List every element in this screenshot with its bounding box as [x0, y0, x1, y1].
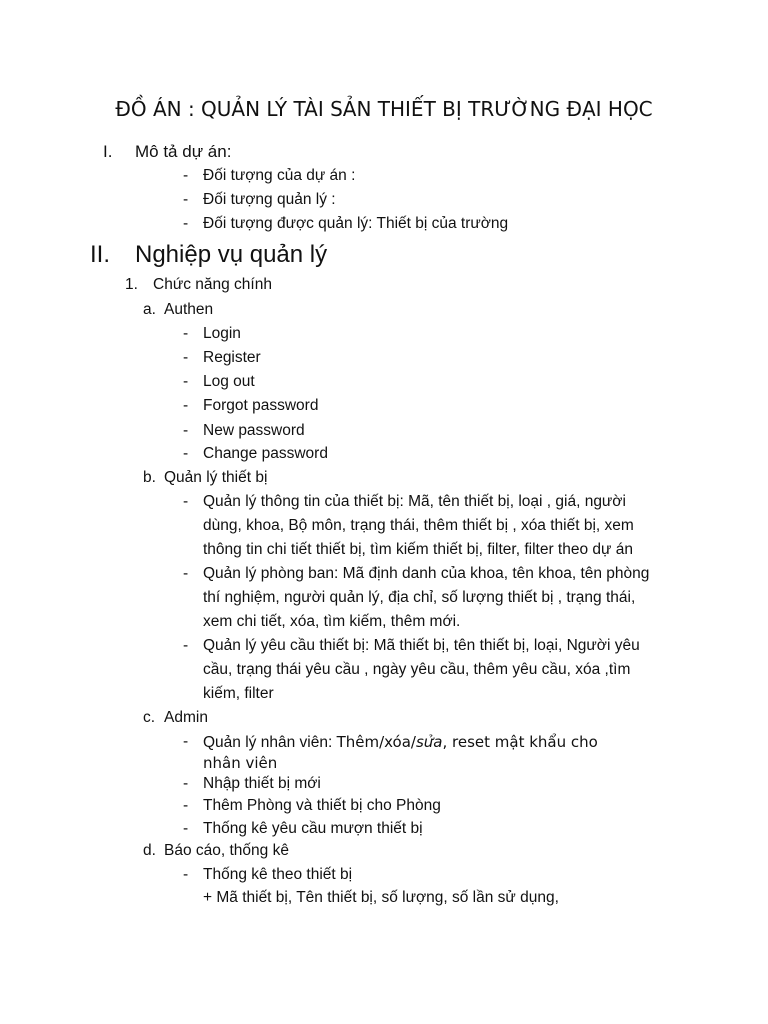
- item-b-marker: b.: [143, 469, 156, 486]
- bullet-dash: -: [183, 866, 189, 883]
- bullet-dash: -: [183, 565, 189, 582]
- bullet-dash: -: [183, 191, 189, 208]
- list-item: New password: [203, 422, 305, 439]
- bullet-dash: -: [183, 445, 189, 462]
- list-item-continuation: cầu, trạng thái yêu cầu , ngày yêu cầu, thêm yêu cầu, xóa ,tìm: [203, 661, 631, 678]
- list-item: Login: [203, 325, 241, 342]
- list-item: Forgot password: [203, 397, 319, 414]
- staff-prefix: Quản lý nhân viên:: [203, 734, 337, 751]
- document-title: ĐỒ ÁN : QUẢN LÝ TÀI SẢN THIẾT BỊ TRƯỜNG ĐẠI HỌC: [115, 97, 653, 121]
- list-item: Quản lý thông tin của thiết bị: Mã, tên thiết bị, loại , giá, người: [203, 493, 626, 510]
- list-item: Quản lý yêu cầu thiết bị: Mã thiết bị, tên thiết bị, loại, Người yêu: [203, 637, 640, 654]
- list-item: Đối tượng được quản lý: Thiết bị của trường: [203, 215, 509, 232]
- list-item: Change password: [203, 445, 328, 462]
- list-item-continuation: dùng, khoa, Bộ môn, trạng thái, thêm thiết bị , xóa thiết bị, xem: [203, 517, 634, 534]
- bullet-dash: -: [183, 637, 189, 654]
- item-a-marker: a.: [143, 301, 156, 318]
- bullet-dash: -: [183, 775, 189, 792]
- item-b-heading: Quản lý thiết bị: [164, 469, 268, 486]
- bullet-dash: -: [183, 733, 189, 750]
- item-d-marker: d.: [143, 842, 156, 859]
- section-1-heading: Mô tả dự án:: [135, 142, 232, 161]
- list-item: Đối tượng của dự án :: [203, 167, 356, 184]
- list-item: Nhập thiết bị mới: [203, 775, 321, 792]
- staff-actions-c: , reset mật khẩu cho: [442, 733, 598, 751]
- bullet-dash: -: [183, 373, 189, 390]
- item-d-heading: Báo cáo, thống kê: [164, 842, 289, 859]
- list-item-continuation: xem chi tiết, xóa, tìm kiếm, thêm mới.: [203, 613, 461, 630]
- list-item: Đối tượng quản lý :: [203, 191, 336, 208]
- staff-actions-italic: sửa: [415, 733, 443, 751]
- section-1-marker: I.: [103, 142, 113, 161]
- bullet-dash: -: [183, 422, 189, 439]
- section-2-marker: II.: [90, 241, 111, 268]
- bullet-dash: -: [183, 349, 189, 366]
- bullet-dash: -: [183, 397, 189, 414]
- list-item-continuation: thí nghiệm, người quản lý, địa chỉ, số lượng thiết bị , trạng thái,: [203, 589, 636, 606]
- list-item: Thêm Phòng và thiết bị cho Phòng: [203, 797, 441, 814]
- item-c-heading: Admin: [164, 709, 208, 726]
- list-item-continuation: thông tin chi tiết thiết bị, tìm kiếm thiết bị, filter, filter theo dự án: [203, 541, 633, 558]
- list-item: Log out: [203, 373, 255, 390]
- bullet-dash: -: [183, 215, 189, 232]
- item-c-marker: c.: [143, 709, 156, 726]
- bullet-dash: -: [183, 797, 189, 814]
- bullet-dash: -: [183, 167, 189, 184]
- list-item: Quản lý phòng ban: Mã định danh của khoa, tên khoa, tên phòng: [203, 565, 650, 582]
- list-item-continuation: nhân viên: [203, 754, 278, 772]
- list-item: Register: [203, 349, 261, 366]
- list-item: Thống kê yêu cầu mượn thiết bị: [203, 820, 423, 837]
- list-item-detail: + Mã thiết bị, Tên thiết bị, số lượng, số lần sử dụng,: [203, 889, 559, 906]
- list-item-continuation: kiếm, filter: [203, 685, 274, 702]
- subsection-1-marker: 1.: [125, 276, 138, 293]
- item-a-heading: Authen: [164, 301, 214, 318]
- bullet-dash: -: [183, 820, 189, 837]
- bullet-dash: -: [183, 325, 189, 342]
- list-item: Thống kê theo thiết bị: [203, 866, 353, 883]
- section-2-heading: Nghiệp vụ quản lý: [135, 241, 328, 268]
- staff-actions-a: Thêm/xóa/: [336, 733, 416, 751]
- bullet-dash: -: [183, 493, 189, 510]
- subsection-1-heading: Chức năng chính: [153, 276, 272, 293]
